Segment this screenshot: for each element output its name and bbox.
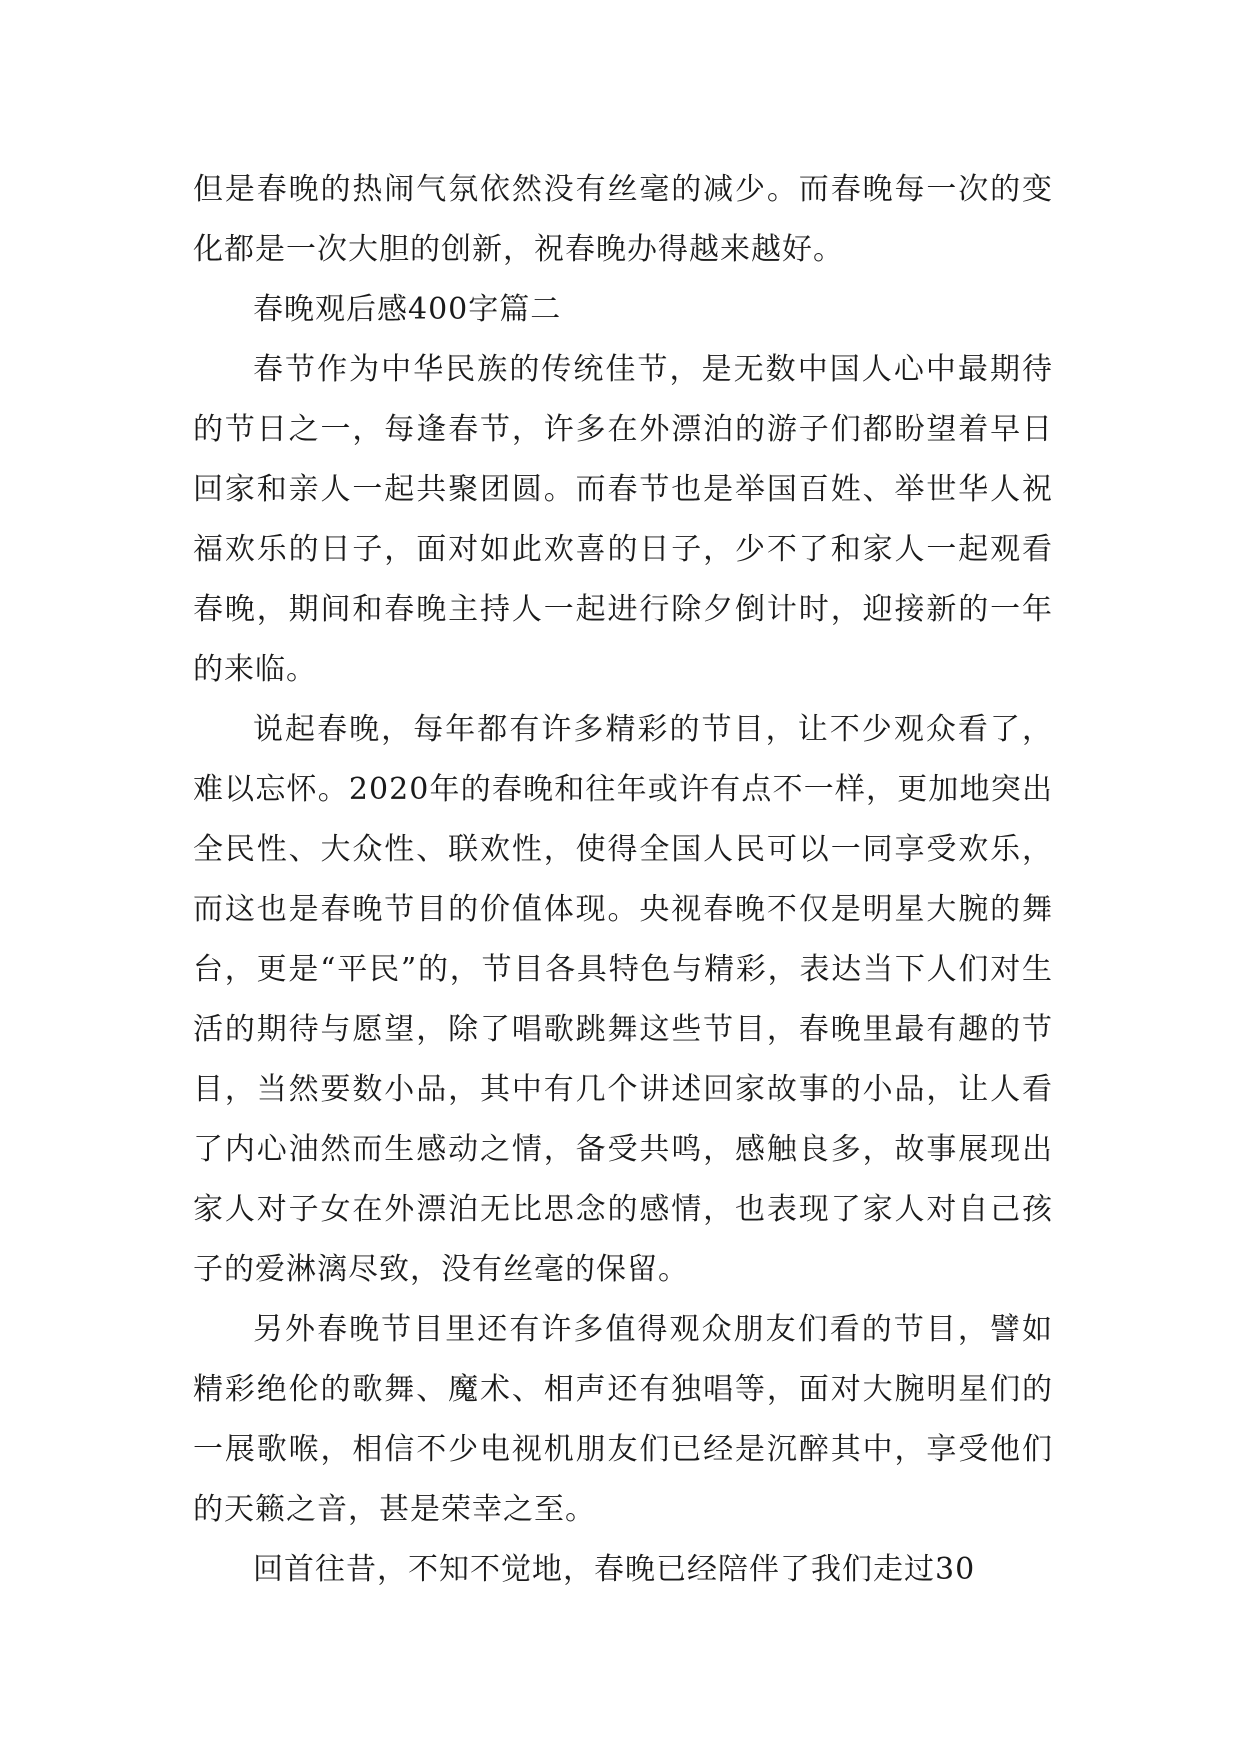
document-body bbox=[193, 160, 1053, 1600]
section-heading: 春晚观后感400字篇二 bbox=[253, 292, 562, 327]
paragraph-continued: 但是春晚的热闹气氛依然没有丝毫的减少。而春晚每一次的变化都是一次大胆的创新，祝春晚办得越来越好。 bbox=[193, 172, 1053, 267]
paragraph: 另外春晚节目里还有许多值得观众朋友们看的节目，譬如精彩绝伦的歌舞、魔术、相声还有独唱等，面对大腕明星们的一展歌喉，相信不少电视机朋友们已经是沉醉其中，享受他们的天籁之音，甚是荣幸之至。 bbox=[193, 1312, 1053, 1527]
paragraph: 说起春晚，每年都有许多精彩的节目，让不少观众看了，难以忘怀。2020年的春晚和往年或许有点不一样，更加地突出全民性、大众性、联欢性，使得全国人民可以一同享受欢乐，而这也是春晚节目的价值体现。央视春晚不仅是明星大腕的舞台，更是“平民”的，节目各具特色与精彩，表达当下人们对生活的期待与愿望，除了唱歌跳舞这些节目，春晚里最有趣的节目，当然要数小品，其中有几个讲述回家故事的小品，让人看了内心油然而生感动之情，备受共鸣，感触良多，故事展现出家人对子女在外漂泊无比思念的感情，也表现了家人对自己孩子的爱淋漓尽致，没有丝毫的保留。 bbox=[193, 712, 1053, 1287]
paragraph: 春节作为中华民族的传统佳节，是无数中国人心中最期待的节日之一，每逢春节，许多在外漂泊的游子们都盼望着早日回家和亲人一起共聚团圆。而春节也是举国百姓、举世华人祝福欢乐的日子，面对如此欢喜的日子，少不了和家人一起观看春晚，期间和春晚主持人一起进行除夕倒计时，迎接新的一年的来临。 bbox=[193, 352, 1053, 687]
paragraph: 回首往昔，不知不觉地，春晚已经陪伴了我们走过30 bbox=[253, 1552, 976, 1587]
